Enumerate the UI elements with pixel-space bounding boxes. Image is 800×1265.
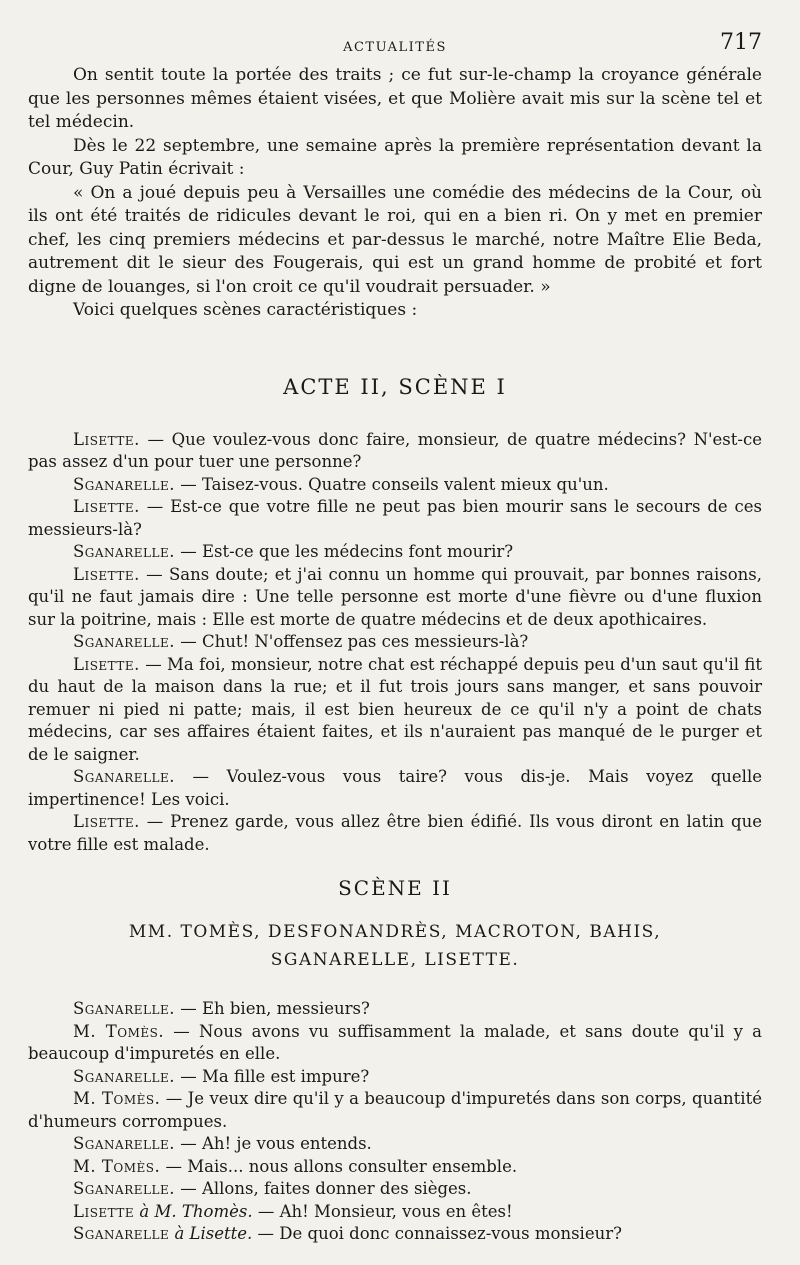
line-text: — Chut! N'offensez pas ces messieurs-là? (174, 632, 529, 651)
line-text: — Que voulez-vous donc faire, monsieur, de quatre médecins? N'est-ce pas assez d'un pour tuer une personne? (28, 429, 762, 471)
speaker-name: Sganarelle. (73, 1134, 175, 1153)
cast-line: SGANARELLE, LISETTE. (270, 950, 520, 970)
running-head: ACTUALITÉS (343, 40, 447, 55)
line-text: — Sans doute; et j'ai connu un homme qui prouvait, par bonnes raisons, qu'il ne faut jamais dire : Une telle personne est morte d'une fièvre ou d'une fluxion sur la poitrine, mais : Elle est morte de quatre médecins et de deux apothicaires. (28, 564, 762, 629)
scene1-dialogue (28, 429, 762, 857)
paragraph: Voici quelques scènes caractéristiques : (73, 300, 418, 320)
cast-line: MM. TOMÈS, DESFONANDRÈS, MACROTON, BAHIS, (128, 922, 662, 942)
speaker-name: Sganarelle. (73, 999, 175, 1018)
line-text: — Mais... nous allons consulter ensemble. (160, 1156, 518, 1176)
dialogue-line (28, 1133, 762, 1156)
page-header (28, 30, 762, 64)
speaker-name: Lisette. (73, 429, 140, 449)
dialogue-line (28, 1178, 762, 1201)
line-text: — Voulez-vous vous taire? vous dis-je. Mais voyez quelle impertinence! Les voici. (28, 767, 762, 809)
speaker-name: Sganarelle. (73, 632, 175, 651)
speaker-name: M. Tomès. (73, 1156, 161, 1176)
dialogue-line (28, 1223, 762, 1246)
dialogue-line (28, 1201, 762, 1224)
line-text: — Ma fille est impure? (174, 1066, 370, 1086)
speaker-name: M. Tomès. (73, 1089, 161, 1108)
speaker-name: Sganarelle. (73, 542, 175, 561)
dialogue-line (28, 496, 762, 541)
line-text: — Ma foi, monsieur, notre chat est réchappé depuis peu d'un saut qu'il fit du haut de la maison dans la rue; et il fut trois jours sans manger, et sans pouvoir remuer ni pied ni patte; mais, il est bien heureux de ce qu'il n'y a point de chats médecins, car ses affaires étaient faites, et ils n'auraient pas manqué de le purger et de le saigner. (28, 654, 762, 764)
speaker-name: Sganarelle. (73, 767, 175, 786)
dialogue-line (28, 654, 762, 767)
dialogue-line (28, 1021, 762, 1066)
page-number: 717 (720, 30, 762, 55)
dialogue-line (28, 564, 762, 632)
stage-direction: à M. Thomès. (134, 1201, 253, 1221)
dialogue-line (28, 631, 762, 654)
line-text: — Nous avons vu suffisamment la malade, et sans doute qu'il y a beaucoup d'impuretés en elle. (28, 1021, 762, 1063)
intro-section (28, 64, 762, 323)
line-text: — De quoi donc connaissez-vous monsieur? (252, 1224, 622, 1243)
speaker-name: Lisette (73, 1201, 135, 1221)
paragraph: Dès le 22 septembre, une semaine après la première représentation devant la Cour, Guy Patin écrivait : (28, 135, 762, 179)
line-text: — Eh bien, messieurs? (174, 999, 370, 1018)
line-text: — Ah! Monsieur, vous en êtes! (252, 1201, 513, 1221)
dialogue-line (28, 541, 762, 564)
line-text: — Est-ce que votre fille ne peut pas bien mourir sans le secours de ces messieurs-là? (28, 497, 762, 539)
dialogue-line (28, 1156, 762, 1179)
line-text: — Taisez-vous. Quatre conseils valent mieux qu'un. (174, 474, 609, 494)
speaker-name: Sganarelle. (73, 474, 175, 494)
paragraph: On sentit toute la portée des traits ; ce fut sur-le-champ la croyance générale que les personnes mêmes étaient visées, et que Molière avait mis sur la scène tel et tel médecin. (28, 65, 762, 132)
dialogue-line (28, 811, 762, 856)
speaker-name: Sganarelle (73, 1224, 170, 1243)
stage-direction: à Lisette. (169, 1224, 253, 1243)
dialogue-line (28, 474, 762, 497)
cast-list (28, 918, 762, 974)
speaker-name: Lisette. (73, 564, 140, 584)
speaker-name: Lisette. (73, 497, 140, 516)
scene2-dialogue (28, 998, 762, 1246)
dialogue-line (28, 1066, 762, 1089)
dialogue-line (28, 766, 762, 811)
speaker-name: Sganarelle. (73, 1066, 175, 1086)
scene1-title: ACTE II, SCÈNE I (283, 374, 507, 399)
speaker-name: Sganarelle. (73, 1179, 175, 1198)
line-text: — Prenez garde, vous allez être bien édifié. Ils vous diront en latin que votre fille est malade. (28, 812, 762, 854)
scene2-title: SCÈNE II (338, 876, 452, 900)
line-text: — Est-ce que les médecins font mourir? (174, 542, 514, 561)
speaker-name: Lisette. (73, 812, 140, 831)
dialogue-line (28, 1088, 762, 1133)
speaker-name: Lisette. (73, 654, 140, 674)
dialogue-line (28, 998, 762, 1021)
dialogue-line (28, 429, 762, 474)
line-text: — Je veux dire qu'il y a beaucoup d'impuretés dans son corps, quantité d'humeurs corrompues. (28, 1089, 762, 1131)
line-text: — Ah! je vous entends. (174, 1134, 372, 1153)
quotation: « On a joué depuis peu à Versailles une comédie des médecins de la Cour, où ils ont été traités de ridicules devant le roi, qui en a bien ri. On y met en premier chef, les cinq premiers médecins et par-dessus le marché, notre Maître Elie Beda, autrement dit le sieur des Fougerais, qui est un grand homme de probité et fort digne de louanges, si l'on croit ce qu'il voudrait persuader. » (28, 182, 762, 297)
line-text: — Allons, faites donner des sièges. (174, 1179, 472, 1198)
speaker-name: M. Tomès. (73, 1021, 165, 1041)
